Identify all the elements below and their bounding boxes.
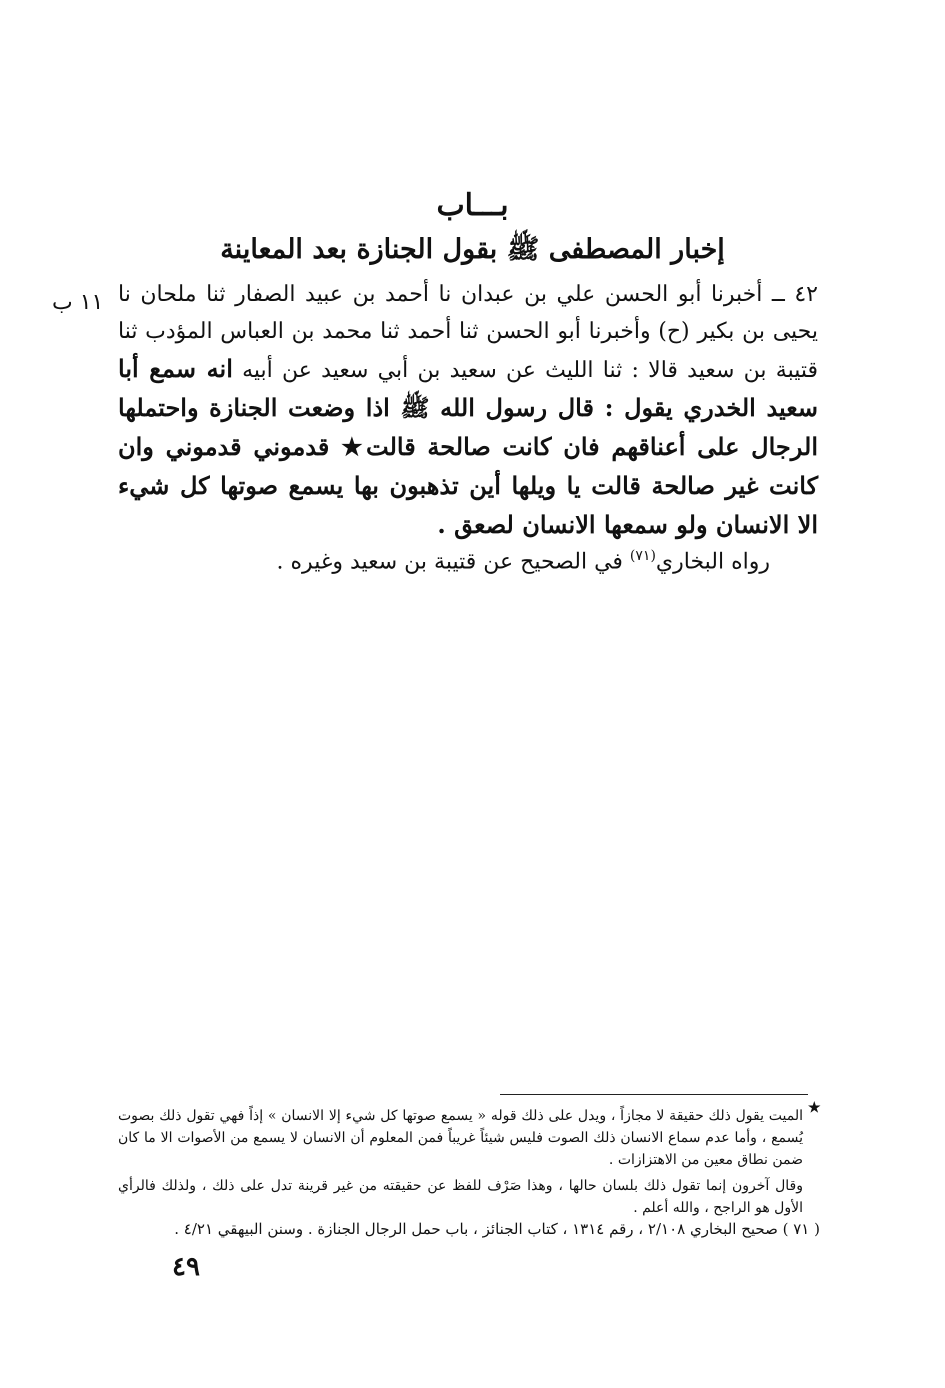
footnote-71: ( ٧١ ) صحيح البخاري ٢/١٠٨ ، رقم ١٣١٤ ، كتاب الجنائز ، باب حمل الرجال الجنازة . وسنن البيهقي ٤/٢١ . — [174, 1220, 820, 1238]
page-number: ٤٩ — [172, 1252, 200, 1282]
source-attribution — [250, 548, 770, 574]
footnote-ref-71: (٧١) — [629, 548, 656, 564]
source-after: في الصحيح عن قتيبة بن سعيد وغيره . — [276, 549, 630, 575]
chapter-heading: بـــاب — [436, 188, 509, 223]
matn-text: انه سمع أبا سعيد الخدري يقول : قال رسول الله ﷺ اذا وضعت الجنازة واحتملها الرجال على أعناقهم فان كانت صالحة قالت★ قدموني قدموني وان كانت غير صالحة قالت يا ويلها أين تذهبون بها يسمع صوتها كل شيء الا الانسان ولو سمعها الانسان لصعق . — [118, 354, 818, 539]
source-before: رواه البخاري — [655, 549, 770, 575]
footnote-paragraph-1: الميت يقول ذلك حقيقة لا مجازاً ، ويدل على ذلك قوله « يسمع صوتها كل شيء إلا الانسان » إذاً فهي تقول ذلك بصوت يُسمع ، وأما عدم سماع الانسان ذلك الصوت فليس شيئاً غريباً فمن المعلوم أن الانسان لا يسمع من الأصوات الا ما كان ضمن نطاق معين من الاهتزازات . — [118, 1108, 803, 1168]
footnote-star-marker: ★ — [808, 1100, 821, 1116]
footnotes — [118, 1105, 803, 1223]
isnad-text: ٤٢ ــ أخبرنا أبو الحسن علي بن عبدان نا أحمد بن عبيد الصفار ثنا ملحان نا يحيى بن بكير (ح) وأخبرنا أبو الحسن ثنا أحمد ثنا محمد بن العباس المؤدب ثنا قتيبة بن سعيد قالا : ثنا الليث عن سعيد بن أبي سعيد عن أبيه — [118, 282, 818, 383]
chapter-title: إخبار المصطفى ﷺ بقول الجنازة بعد المعاينة — [220, 234, 725, 265]
footnote-paragraph-2: وقال آخرون إنما تقول ذلك بلسان حالها ، وهذا صَرْف للفظ عن حقيقته من غير قرينة تدل على ذلك ، ولذلك فالرأي الأول هو الراجح ، والله أعلم . — [118, 1178, 803, 1216]
footnote-divider — [500, 1094, 808, 1095]
hadith-text — [118, 276, 818, 545]
manuscript-folio-note: ١١ ب — [52, 290, 104, 315]
